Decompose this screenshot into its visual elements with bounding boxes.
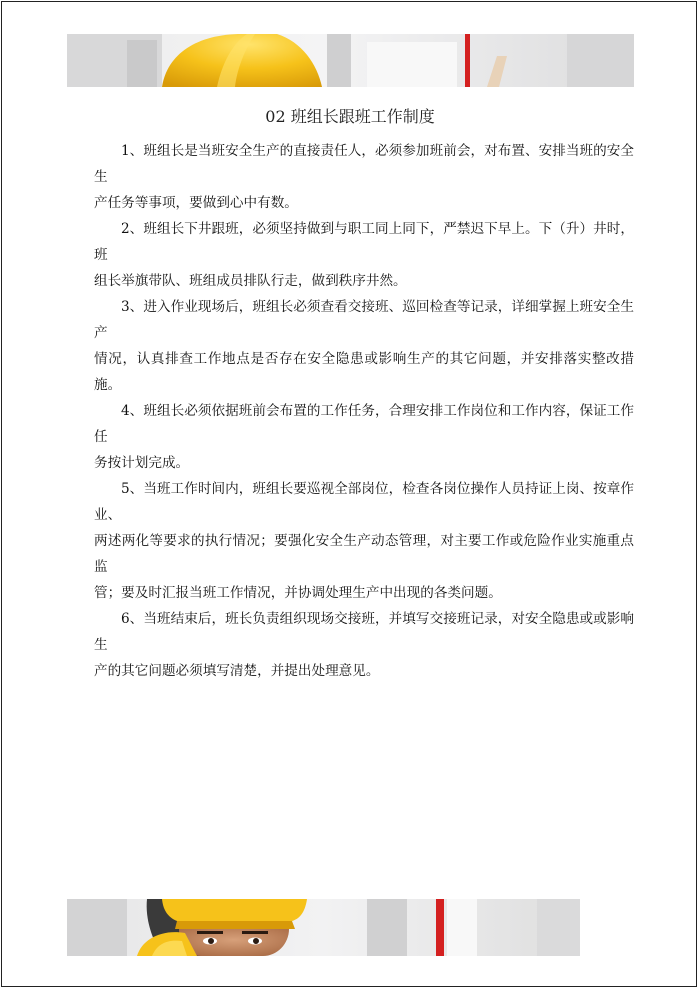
paragraph-line: 6、当班结束后，班长负责组织现场交接班，并填写交接班记录，对安全隐患或或影响生 [94,611,634,653]
worker-face-photo [67,899,580,956]
paragraph-line: 产的其它问题必须填写清楚，并提出处理意见。 [94,663,380,679]
footer-banner-image [67,899,580,956]
paragraph-line: 情况，认真排查工作地点是否存在安全隐患或影响生产的其它问题，并安排落实整改措施。 [94,351,634,393]
document-body [94,138,634,684]
paragraph-line: 务按计划完成。 [94,455,190,471]
paragraph-line: 组长举旗带队、班组成员排队行走，做到秩序井然。 [94,273,407,289]
hard-hat-pencil-photo [67,34,634,87]
paragraph-1 [94,138,634,216]
header-banner-image [67,34,634,87]
paragraph-6 [94,606,634,684]
paragraph-line: 1、班组长是当班安全生产的直接责任人，必须参加班前会，对布置、安排当班的安全生 [94,143,634,185]
paragraph-line: 产任务等事项，要做到心中有数。 [94,195,298,211]
paragraph-line: 两述两化等要求的执行情况；要强化安全生产动态管理，对主要工作或危险作业实施重点监 [94,533,634,575]
paragraph-line: 3、进入作业现场后，班组长必须查看交接班、巡回检查等记录，详细掌握上班安全生产 [94,299,634,341]
paragraph-line: 管；要及时汇报当班工作情况，并协调处理生产中出现的各类问题。 [94,585,502,601]
paragraph-5 [94,476,634,606]
document-title: 02 班组长跟班工作制度 [265,107,435,126]
paragraph-line: 5、当班工作时间内，班组长要巡视全部岗位，检查各岗位操作人员持证上岗、按章作业、 [94,481,634,523]
paragraph-3 [94,294,634,398]
paragraph-2 [94,216,634,294]
paragraph-line: 2、班组长下井跟班，必须坚持做到与职工同上同下，严禁迟下早上。下（升）井时，班 [94,221,634,263]
paragraph-line: 4、班组长必须依据班前会布置的工作任务，合理安排工作岗位和工作内容，保证工作任 [94,403,634,445]
paragraph-4 [94,398,634,476]
